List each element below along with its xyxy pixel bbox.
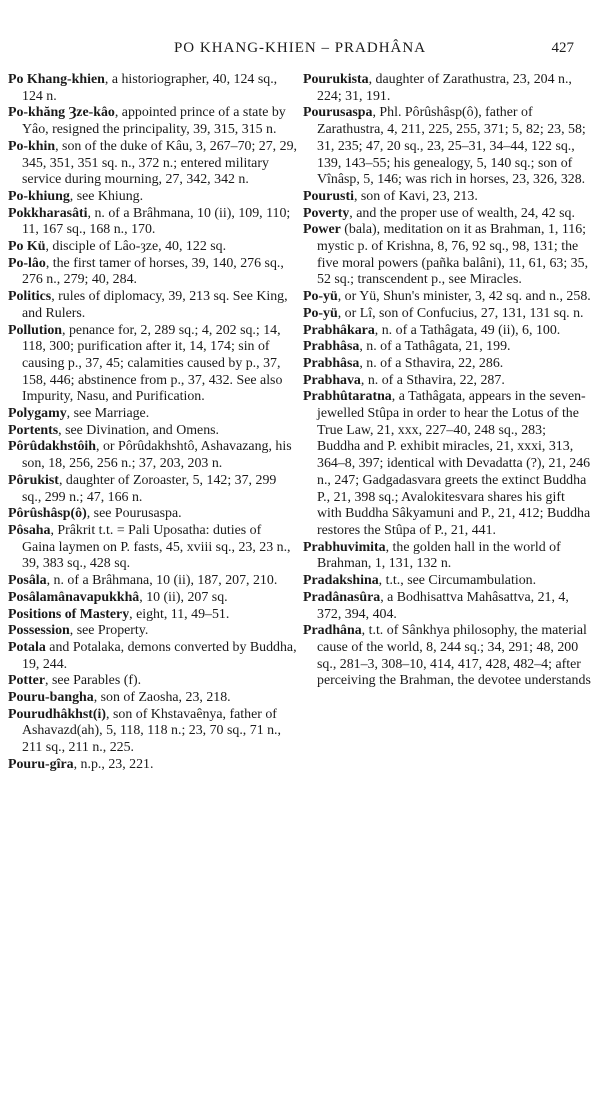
entry-text: , eight, 11, 49–51. [129,606,230,622]
index-entry [8,72,297,105]
index-entry [303,339,592,356]
entry-text: , son of the duke of Kâu, 3, 267–70; 27, 29, 345, 351, 351 sq. n., 372 n.; entered military service during mourning, 27, 342, 342 n. [22,138,297,188]
index-entry [303,540,592,573]
index-entry [8,206,297,239]
index-entry [8,139,297,189]
entry-headword: Pourukista [303,72,369,87]
index-entry [303,72,592,105]
entry-headword: Positions of Mastery [8,606,130,622]
entry-headword: Poverty [303,205,350,221]
entry-text: (bala), meditation on it as Brahman, 1, 116; mystic p. of Krishna, 8, 76, 92 sq., 98, 131; the five moral powers (pañka balâni), 11, 61, 63; 35, 52 sq.; transcendent p., see Miracles. [317,222,589,288]
entry-text: , or Yü, Shun's minister, 3, 42 sq. and n., 258. [337,289,591,305]
entry-headword: Pôsaha [8,522,51,538]
index-entry [8,256,297,289]
entry-headword: Politics [8,289,52,305]
entry-text: , see Divination, and Omens. [58,422,220,438]
index-entry [8,189,297,206]
index-entry [8,105,297,138]
entry-text: , n. of a Tathâgata, 49 (ii), 6, 100. [374,322,561,338]
entry-text: , the golden hall in the world of Brahman, 1, 131, 132 n. [317,539,561,572]
entry-headword: Pollution [8,322,63,338]
index-entry [8,590,297,607]
entry-text: , daughter of Zarathustra, 23, 204 n., 224; 31, 191. [317,72,572,104]
entry-headword: Po-khin [8,138,56,154]
entry-headword: Pouru-bangha [8,690,94,706]
index-entry [303,623,592,690]
entry-headword: Po-yü [303,305,338,321]
entry-headword: Pourusaspa [303,105,373,121]
index-entry [8,673,297,690]
entry-text: , see Khiung. [69,188,144,204]
entry-headword: Pradânasûra [303,589,381,605]
entry-headword: Po Khang-khien [8,72,105,87]
entry-headword: Power [303,222,341,238]
entry-text: , see Marriage. [66,406,150,422]
entry-text: , son of Khstavaênya, father of Ashavazd(ah), 5, 118, 118 n.; 23, 70 sq., 71 n., 211 sq., 211 n., 225. [22,706,281,756]
entry-text: , the first tamer of horses, 39, 140, 276 sq., 276 n., 279; 40, 284. [22,255,284,288]
entry-text: , a Tathâgata, appears in the seven-jewelled Stûpa in order to hear the Lotus of the True Law, 21, xxx, 227–40, 248 sq., 283; Buddha and P. exhibit miracles, 21, xxxi, 313, 364–8, 397; identical with Devadatta (?), 21, 246 n., 247; Gadgadasvara greets the extinct Buddha P., 21, 398 sq.; Avalokitesvara shares his gift with Buddha Sâkyamuni and P., 21, 412; Buddha restores the Stûpa of P., 21, 441. [317,389,591,538]
left-column [8,72,297,1092]
entry-text: , Phl. Pôrûshâsp(ô), father of Zarathustra, 4, 211, 225, 255, 371; 5, 82; 23, 58; 31, 235; 47, 20 sq., 23, 25–31, 34–44, 122 sq., 139, 143–55; his genealogy, 5, 140 sq.; son of Vînâsp, 5, 146; was rich in horses, 23, 326, 328. [317,105,586,188]
entry-headword: Po-khăng Ȝze-kâo [8,105,115,121]
index-entry [8,473,297,506]
index-entry [8,523,297,573]
entry-text: , 10 (ii), 207 sq. [139,589,228,605]
entry-text: , a Bodhisattva Mahâsattva, 21, 4, 372, 394, 404. [317,589,569,622]
entry-text: , rules of diplomacy, 39, 213 sq. See King, and Rulers. [22,289,288,321]
index-entry [303,289,592,306]
index-entry [8,423,297,440]
index-entry [303,356,592,373]
index-entry [8,707,297,757]
index-entry [8,607,297,624]
entry-headword: Prabhâkara [303,322,375,338]
index-entry [303,389,592,539]
entry-text: , disciple of Lâo-ȝze, 40, 122 sq. [45,239,227,255]
index-entry [8,573,297,590]
index-columns [8,72,592,1092]
entry-headword: Pradhâna [303,623,362,639]
entry-headword: Posâla [8,573,47,589]
entry-headword: Prabhâsa [303,355,360,371]
index-entry [8,690,297,707]
entry-text: , n. of a Brâhmana, 10 (ii), 187, 207, 210. [46,573,278,589]
entry-headword: Prabhuvimita [303,539,386,555]
entry-text: , see Parables (f). [45,673,142,689]
entry-headword: Po-khiung [8,188,70,204]
entry-text: , see Property. [69,623,149,639]
entry-text: , t.t. of Sânkhya philosophy, the material cause of the world, 8, 244 sq.; 34, 291; 48, 200 sq., 281–3, 308–10, 414, 417, 428, 482–4; after perceiving the Brahman, the devotee understands [317,623,591,689]
entry-text: , daughter of Zoroaster, 5, 142; 37, 299 sq., 299 n.; 47, 166 n. [22,472,277,505]
entry-headword: Pokkharasâti [8,205,88,221]
index-entry [303,206,592,223]
entry-text: , and the proper use of wealth, 24, 42 sq. [349,205,575,221]
index-entry [8,239,297,256]
entry-headword: Pôrukist [8,472,59,488]
entry-headword: Polygamy [8,406,67,422]
entry-text: , penance for, 2, 289 sq.; 4, 202 sq.; 14, 118, 300; purification after it, 14, 174; sin of causing p., 37, 45; calamities caused by p., 37, 158, 446; abstinence from p., 37, 432. See also Impurity, Nasu, and Purification. [22,322,283,405]
right-column [303,72,592,1092]
entry-text: , t.t., see Circumambulation. [378,573,537,589]
entry-text: , or Pôrûdakhshtô, Ashavazang, his son, 18, 256, 256 n.; 37, 203, 203 n. [22,439,292,472]
entry-text: , a historiographer, 40, 124 sq., 124 n. [22,72,278,104]
index-entry [303,373,592,390]
entry-text: , n. of a Brâhmana, 10 (ii), 109, 110; 11, 167 sq., 168 n., 170. [22,205,291,238]
entry-headword: Pôrûdakhstôih [8,439,97,455]
entry-text: , son of Zaosha, 23, 218. [93,690,231,706]
index-entry [8,289,297,322]
index-entry [303,189,592,206]
entry-text: , n. of a Sthavira, 22, 286. [359,355,504,371]
entry-headword: Pourusti [303,188,354,204]
running-head: PO KHANG-KHIEN – PRADHÂNA [173,40,427,56]
entry-headword: Pourudhâkhst(i) [8,706,107,722]
entry-headword: Prabhûtaratna [303,389,392,405]
index-entry [8,640,297,673]
entry-text: , n. of a Tathâgata, 21, 199. [359,339,511,355]
index-entry [8,439,297,472]
entry-headword: Potala [8,639,46,655]
index-entry [303,323,592,340]
entry-headword: Prabhâsa [303,339,360,355]
entry-headword: Po-lâo [8,255,46,271]
entry-headword: Pouru-gîra [8,756,74,772]
entry-headword: Prabhava [303,372,361,388]
entry-headword: Portents [8,422,59,438]
entry-headword: Potter [8,673,46,689]
entry-headword: Possession [8,623,70,639]
entry-headword: Posâlamânavapukkhâ [8,589,140,605]
index-entry [8,623,297,640]
entry-text: , n.p., 23, 221. [73,756,154,772]
index-entry [303,222,592,289]
entry-text: , Prâkrit t.t. = Pali Uposatha: duties of Gaina laymen on P. fasts, 45, xviii sq., 23, 23 n., 39, 383 sq., 428 sq. [22,522,291,572]
index-entry [303,105,592,189]
index-entry [303,590,592,623]
index-entry [8,406,297,423]
index-entry [303,306,592,323]
entry-text: , or Lî, son of Confucius, 27, 131, 131 sq. n. [337,305,584,321]
index-entry [8,323,297,407]
page-header [0,40,600,60]
index-entry [303,573,592,590]
entry-text: , son of Kavi, 23, 213. [353,188,478,204]
index-entry [8,506,297,523]
entry-text: , n. of a Sthavira, 22, 287. [360,372,505,388]
entry-text: , see Pourusaspa. [86,506,182,522]
entry-headword: Po Kü [8,239,46,255]
entry-headword: Pôrûshâsp(ô) [8,506,87,522]
entry-text: and Potalaka, demons converted by Buddha, 19, 244. [22,639,297,672]
entry-headword: Pradakshina [303,573,379,589]
index-entry [8,757,297,774]
entry-headword: Po-yü [303,289,338,305]
page-number: 427 [551,40,574,56]
entry-text: , appointed prince of a state by Yâo, resigned the principality, 39, 315, 315 n. [22,105,286,138]
